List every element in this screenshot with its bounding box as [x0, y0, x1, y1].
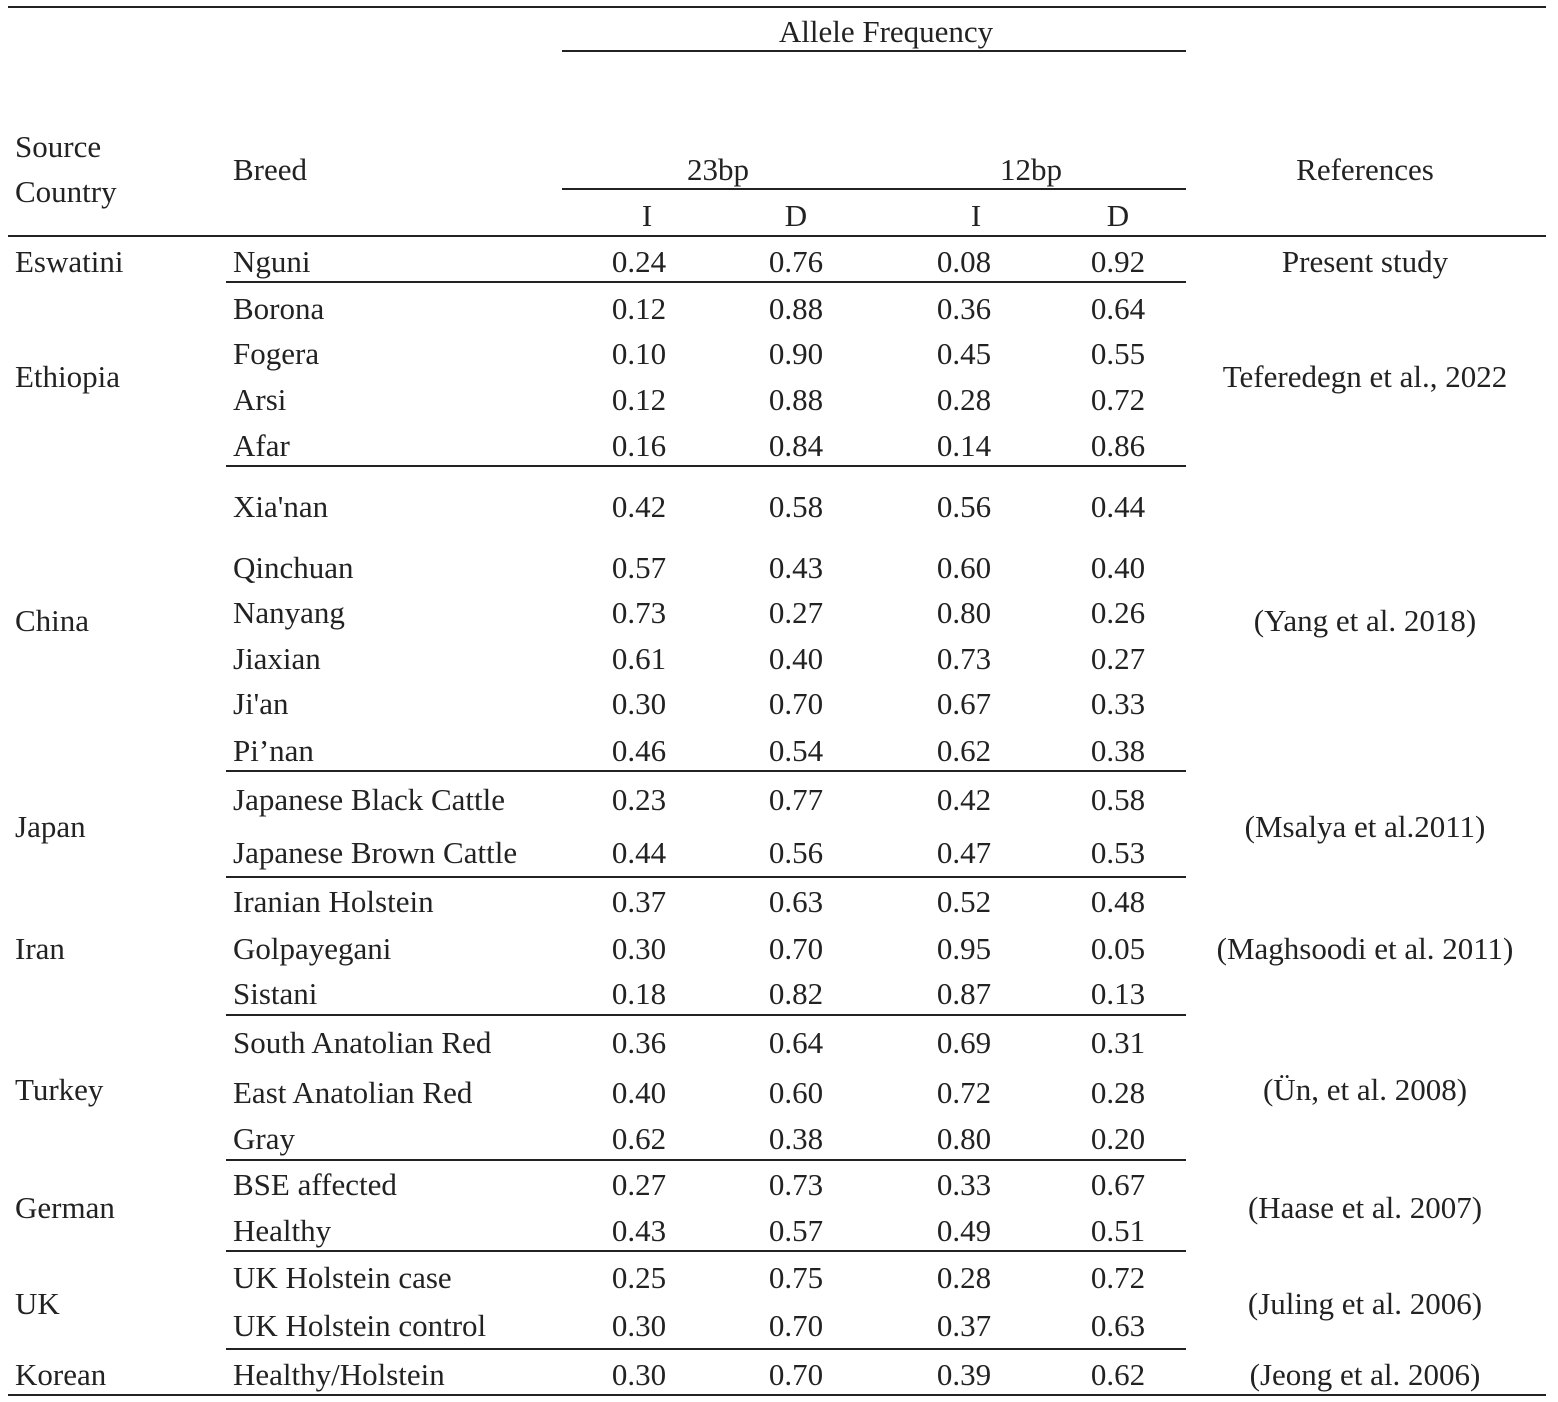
i-23bp-cell: 0.36: [611, 1025, 667, 1060]
bottom-rule: [8, 1394, 1546, 1396]
i-12bp-cell: 0.42: [936, 782, 992, 817]
source-country-header-line2: Country: [15, 174, 117, 209]
i-23bp-cell: 0.62: [611, 1121, 667, 1156]
d-23bp-cell: 0.76: [768, 244, 824, 279]
breed-cell: Ji'an: [233, 686, 289, 721]
d-12bp-cell: 0.05: [1090, 931, 1146, 966]
d-12bp-cell: 0.67: [1090, 1167, 1146, 1202]
group-rule: [226, 281, 1186, 283]
country-label: Japan: [15, 809, 86, 844]
d-23bp-cell: 0.63: [768, 884, 824, 919]
i-23bp-cell: 0.12: [611, 382, 667, 417]
country-label: UK: [15, 1286, 60, 1321]
i-23bp-cell: 0.73: [611, 595, 667, 630]
header-bottom-rule: [8, 235, 1546, 237]
i-12bp-cell: 0.37: [936, 1308, 992, 1343]
i-23bp-cell: 0.46: [611, 733, 667, 768]
d-23bp-cell: 0.57: [768, 1213, 824, 1248]
subgroup-rule: [562, 188, 1186, 190]
i-12bp-cell: 0.60: [936, 550, 992, 585]
i-12bp-cell: 0.08: [936, 244, 992, 279]
reference-label: (Haase et al. 2007): [1247, 1190, 1483, 1225]
country-label: Turkey: [15, 1072, 104, 1107]
breed-cell: Pi’nan: [233, 733, 314, 768]
d-12bp-cell: 0.72: [1090, 382, 1146, 417]
i-23bp-cell: 0.30: [611, 686, 667, 721]
breed-cell: Sistani: [233, 976, 318, 1011]
reference-label: Teferedegn et al., 2022: [1222, 359, 1508, 394]
i-23bp-cell: 0.16: [611, 428, 667, 463]
i-23bp-cell: 0.30: [611, 1308, 667, 1343]
d-12bp-cell: 0.55: [1090, 336, 1146, 371]
breed-header: Breed: [233, 152, 308, 187]
i-23bp-cell: 0.30: [611, 1357, 667, 1392]
d-23bp-cell: 0.70: [768, 1357, 824, 1392]
i-12bp-cell: 0.72: [936, 1075, 992, 1110]
d-12bp-cell: 0.51: [1090, 1213, 1146, 1248]
breed-cell: Healthy: [233, 1213, 332, 1248]
d-12bp-cell: 0.58: [1090, 782, 1146, 817]
d-12bp-cell: 0.48: [1090, 884, 1146, 919]
i-23bp-cell: 0.23: [611, 782, 667, 817]
i-23bp-cell: 0.40: [611, 1075, 667, 1110]
i-12bp-cell: 0.28: [936, 382, 992, 417]
i-23bp-cell: 0.42: [611, 489, 667, 524]
d-12bp-cell: 0.63: [1090, 1308, 1146, 1343]
i-12bp-cell: 0.87: [936, 976, 992, 1011]
i-12bp-header: I: [970, 198, 982, 233]
i-23bp-cell: 0.61: [611, 641, 667, 676]
allele-frequency-rule: [562, 50, 1186, 52]
country-label: Iran: [15, 931, 65, 966]
breed-cell: Nanyang: [233, 595, 345, 630]
d-23bp-cell: 0.56: [768, 835, 824, 870]
country-label: China: [15, 603, 90, 638]
d-23bp-cell: 0.82: [768, 976, 824, 1011]
i-12bp-cell: 0.73: [936, 641, 992, 676]
source-country-header-line1: Source: [15, 129, 102, 164]
d-12bp-cell: 0.86: [1090, 428, 1146, 463]
d-12bp-header: D: [1106, 198, 1130, 233]
i-12bp-cell: 0.14: [936, 428, 992, 463]
i-12bp-cell: 0.36: [936, 291, 992, 326]
breed-cell: Nguni: [233, 244, 311, 279]
d-12bp-cell: 0.92: [1090, 244, 1146, 279]
d-12bp-cell: 0.64: [1090, 291, 1146, 326]
d-23bp-cell: 0.40: [768, 641, 824, 676]
d-12bp-cell: 0.13: [1090, 976, 1146, 1011]
12bp-header: 12bp: [1000, 152, 1062, 187]
allele-frequency-header: Allele Frequency: [778, 14, 994, 49]
i-12bp-cell: 0.33: [936, 1167, 992, 1202]
d-23bp-cell: 0.70: [768, 1308, 824, 1343]
country-label: Eswatini: [15, 244, 124, 279]
i-12bp-cell: 0.28: [936, 1260, 992, 1295]
d-12bp-cell: 0.72: [1090, 1260, 1146, 1295]
d-23bp-cell: 0.64: [768, 1025, 824, 1060]
i-12bp-cell: 0.80: [936, 595, 992, 630]
breed-cell: Japanese Brown Cattle: [233, 835, 518, 870]
d-12bp-cell: 0.33: [1090, 686, 1146, 721]
d-23bp-cell: 0.54: [768, 733, 824, 768]
group-rule: [226, 876, 1186, 878]
i-23bp-cell: 0.30: [611, 931, 667, 966]
d-23bp-header: D: [784, 198, 808, 233]
d-23bp-cell: 0.88: [768, 291, 824, 326]
d-12bp-cell: 0.44: [1090, 489, 1146, 524]
d-12bp-cell: 0.40: [1090, 550, 1146, 585]
d-23bp-cell: 0.27: [768, 595, 824, 630]
d-12bp-cell: 0.28: [1090, 1075, 1146, 1110]
i-23bp-cell: 0.10: [611, 336, 667, 371]
i-12bp-cell: 0.49: [936, 1213, 992, 1248]
breed-cell: Gray: [233, 1121, 295, 1156]
i-12bp-cell: 0.47: [936, 835, 992, 870]
d-12bp-cell: 0.27: [1090, 641, 1146, 676]
i-23bp-cell: 0.43: [611, 1213, 667, 1248]
group-rule: [226, 1250, 1186, 1252]
breed-cell: Jiaxian: [233, 641, 321, 676]
breed-cell: Arsi: [233, 382, 287, 417]
d-12bp-cell: 0.20: [1090, 1121, 1146, 1156]
d-23bp-cell: 0.88: [768, 382, 824, 417]
breed-cell: Japanese Black Cattle: [233, 782, 506, 817]
country-label: German: [15, 1190, 115, 1225]
reference-label: (Msalya et al.2011): [1244, 809, 1486, 844]
d-12bp-cell: 0.26: [1090, 595, 1146, 630]
top-rule: [8, 6, 1546, 8]
d-12bp-cell: 0.53: [1090, 835, 1146, 870]
group-rule: [226, 1014, 1186, 1016]
d-23bp-cell: 0.43: [768, 550, 824, 585]
reference-label: (Ün, et al. 2008): [1262, 1072, 1468, 1107]
group-rule: [226, 770, 1186, 772]
breed-cell: Fogera: [233, 336, 320, 371]
d-12bp-cell: 0.38: [1090, 733, 1146, 768]
d-23bp-cell: 0.77: [768, 782, 824, 817]
country-label: Ethiopia: [15, 359, 121, 394]
reference-label: Present study: [1281, 244, 1449, 279]
i-23bp-cell: 0.12: [611, 291, 667, 326]
references-header: References: [1296, 152, 1434, 187]
d-23bp-cell: 0.60: [768, 1075, 824, 1110]
i-12bp-cell: 0.95: [936, 931, 992, 966]
i-23bp-cell: 0.44: [611, 835, 667, 870]
d-12bp-cell: 0.62: [1090, 1357, 1146, 1392]
group-rule: [226, 1159, 1186, 1161]
d-23bp-cell: 0.70: [768, 686, 824, 721]
i-23bp-cell: 0.57: [611, 550, 667, 585]
i-23bp-cell: 0.24: [611, 244, 667, 279]
i-12bp-cell: 0.39: [936, 1357, 992, 1392]
i-23bp-header: I: [641, 198, 653, 233]
i-12bp-cell: 0.56: [936, 489, 992, 524]
d-23bp-cell: 0.75: [768, 1260, 824, 1295]
d-23bp-cell: 0.58: [768, 489, 824, 524]
breed-cell: Xia'nan: [233, 489, 329, 524]
i-12bp-cell: 0.62: [936, 733, 992, 768]
group-rule: [226, 1348, 1186, 1350]
i-23bp-cell: 0.27: [611, 1167, 667, 1202]
reference-label: (Juling et al. 2006): [1247, 1286, 1483, 1321]
breed-cell: Healthy/Holstein: [233, 1357, 445, 1392]
group-rule: [226, 465, 1186, 467]
breed-cell: UK Holstein case: [233, 1260, 452, 1295]
country-label: Korean: [15, 1357, 107, 1392]
i-12bp-cell: 0.69: [936, 1025, 992, 1060]
reference-label: (Yang et al. 2018): [1253, 603, 1477, 638]
breed-cell: Golpayegani: [233, 931, 392, 966]
d-23bp-cell: 0.90: [768, 336, 824, 371]
reference-label: (Jeong et al. 2006): [1249, 1357, 1481, 1392]
breed-cell: BSE affected: [233, 1167, 397, 1202]
d-23bp-cell: 0.38: [768, 1121, 824, 1156]
reference-label: (Maghsoodi et al. 2011): [1216, 931, 1514, 966]
d-23bp-cell: 0.84: [768, 428, 824, 463]
23bp-header: 23bp: [687, 152, 749, 187]
breed-cell: Afar: [233, 428, 290, 463]
i-12bp-cell: 0.80: [936, 1121, 992, 1156]
breed-cell: East Anatolian Red: [233, 1075, 473, 1110]
i-12bp-cell: 0.45: [936, 336, 992, 371]
breed-cell: Qinchuan: [233, 550, 354, 585]
i-12bp-cell: 0.67: [936, 686, 992, 721]
d-23bp-cell: 0.70: [768, 931, 824, 966]
breed-cell: Borona: [233, 291, 325, 326]
d-12bp-cell: 0.31: [1090, 1025, 1146, 1060]
breed-cell: South Anatolian Red: [233, 1025, 492, 1060]
i-23bp-cell: 0.18: [611, 976, 667, 1011]
breed-cell: UK Holstein control: [233, 1308, 487, 1343]
d-23bp-cell: 0.73: [768, 1167, 824, 1202]
breed-cell: Iranian Holstein: [233, 884, 434, 919]
i-23bp-cell: 0.37: [611, 884, 667, 919]
i-23bp-cell: 0.25: [611, 1260, 667, 1295]
i-12bp-cell: 0.52: [936, 884, 992, 919]
